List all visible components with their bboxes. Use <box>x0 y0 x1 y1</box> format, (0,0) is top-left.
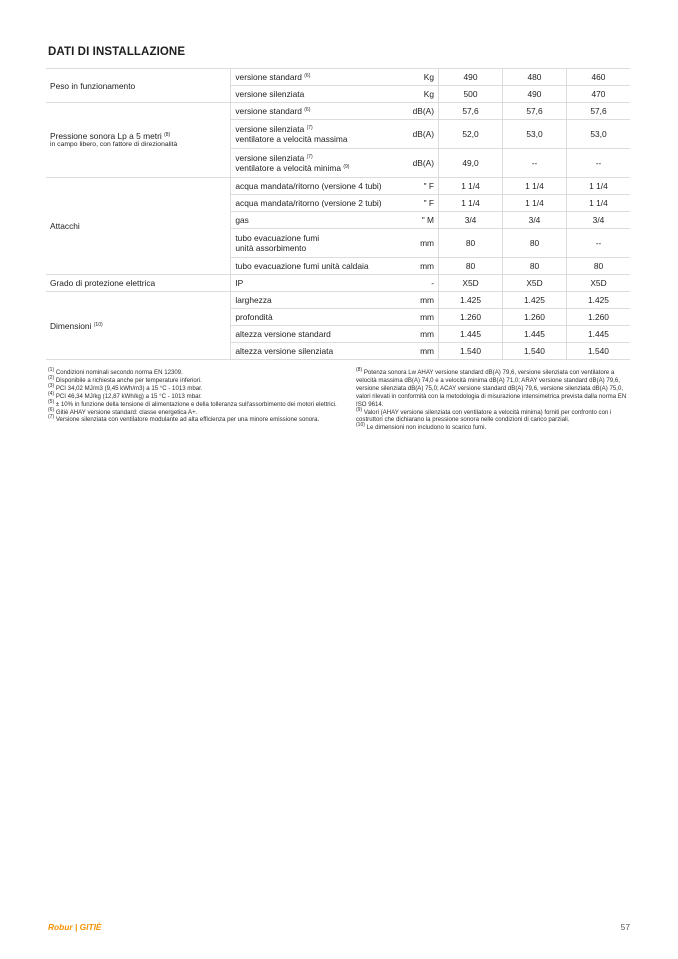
row-unit: mm <box>404 258 438 275</box>
footnote: $^{(7)}$ Versione silenziata con ventilatore modulante ad alta efficienza per una minore emissione sonora. <box>48 414 320 424</box>
footnotes-right <box>356 369 630 432</box>
value-cell: 49,0 <box>439 149 503 178</box>
value-cell: 3/4 <box>566 212 630 229</box>
footnote: $^{(1)}$ Condizioni nominali secondo norma EN 12309. <box>48 367 183 376</box>
row-label: acqua mandata/ritorno (versione 4 tubi) <box>231 178 404 195</box>
row-unit: " F <box>404 195 438 212</box>
footnote: $^{(2)}$ Disponibile a richiesta anche per temperature inferiori. <box>48 374 202 384</box>
table-row <box>46 292 630 309</box>
value-cell: 1.540 <box>503 343 567 360</box>
value-cell: 1.540 <box>566 343 630 360</box>
value-cell: 80 <box>566 258 630 275</box>
value-cell: 1.425 <box>503 292 567 309</box>
group-label-attacchi: Attacchi <box>46 178 231 275</box>
value-cell: 490 <box>503 86 567 103</box>
row-unit: dB(A) <box>404 120 438 149</box>
value-cell: X5D <box>503 275 567 292</box>
value-cell: 57,6 <box>439 103 503 120</box>
group-label-pressione: Pressione sonora Lp a 5 metri $^{(8)}$ in campo libero, con fattore di direzionalità <box>46 103 231 178</box>
footnote: $^{(10)}$ Le dimensioni non includono lo scarico fumi. <box>356 422 487 432</box>
value-cell: 80 <box>439 229 503 258</box>
value-cell: 52,0 <box>439 120 503 149</box>
row-unit: dB(A) <box>404 103 438 120</box>
page-number: 57 <box>620 922 630 932</box>
row-label: altezza versione silenziata <box>231 343 404 360</box>
row-label: altezza versione standard <box>231 326 404 343</box>
value-cell: 1 1/4 <box>566 195 630 212</box>
row-unit: mm <box>404 343 438 360</box>
row-unit: Kg <box>404 86 438 103</box>
row-unit: mm <box>404 309 438 326</box>
value-cell: X5D <box>439 275 503 292</box>
value-cell: 1.445 <box>439 326 503 343</box>
value-cell: 1 1/4 <box>503 178 567 195</box>
row-label: versione standard $^{(6)}$ <box>231 103 404 120</box>
value-cell: 3/4 <box>503 212 567 229</box>
value-cell: 1.425 <box>566 292 630 309</box>
value-cell: -- <box>566 229 630 258</box>
group-label-peso: Peso in funzionamento <box>46 69 231 103</box>
value-cell: 470 <box>566 86 630 103</box>
table-row <box>46 178 630 195</box>
section-title: DATI DI INSTALLAZIONE <box>48 46 186 58</box>
row-label: gas <box>231 212 404 229</box>
value-cell: 1.445 <box>503 326 567 343</box>
value-cell: 1.425 <box>439 292 503 309</box>
value-cell: 490 <box>439 69 503 86</box>
value-cell: 53,0 <box>503 120 567 149</box>
group-label-grado: Grado di protezione elettrica <box>46 275 231 292</box>
value-cell: 3/4 <box>439 212 503 229</box>
value-cell: 80 <box>439 258 503 275</box>
row-unit: mm <box>404 326 438 343</box>
row-label: versione silenziata $^{(7)}$ ventilatore a velocità minima $^{(9)}$ <box>231 149 404 178</box>
value-cell: X5D <box>566 275 630 292</box>
value-cell: 1.540 <box>439 343 503 360</box>
row-label: versione silenziata $^{(7)}$ ventilatore a velocità massima <box>231 120 404 149</box>
footnotes-left <box>48 369 344 424</box>
row-unit: mm <box>404 292 438 309</box>
footnote: $^{(4)}$ PCI 46,34 MJ/kg (12,87 kWh/kg) a 15 °C - 1013 mbar. <box>48 390 202 400</box>
value-cell: 1 1/4 <box>566 178 630 195</box>
value-cell: 57,6 <box>503 103 567 120</box>
value-cell: 53,0 <box>566 120 630 149</box>
value-cell: -- <box>503 149 567 178</box>
value-cell: 460 <box>566 69 630 86</box>
row-label: versione silenziata <box>231 86 404 103</box>
value-cell: 80 <box>503 258 567 275</box>
footnote: $^{(8)}$ Potenza sonora Lw AHAY versione standard dB(A) 79,6, versione silenziata con ventilatore a velocità massima dB(A) 74,0 e a velocità minima dB(A) 71,0; ARAY versione standard dB(A) 79,6, versione silenziata dB(A) 75,0; ACAY versione standard dB(A) 79,6, versione silenziata dB(A) 75,0, valori rilevati in conformità con la metodologia di misurazione intensimetrica prevista dalla norma EN ISO 9614. <box>356 367 627 408</box>
value-cell: 1.445 <box>566 326 630 343</box>
row-label: tubo evacuazione fumi unità assorbimento <box>231 229 404 258</box>
table-row <box>46 69 630 86</box>
row-label: profondità <box>231 309 404 326</box>
row-unit: - <box>404 275 438 292</box>
group-label-dimensioni: Dimensioni $^{(10)}$ <box>46 292 231 360</box>
row-label: larghezza <box>231 292 404 309</box>
value-cell: 500 <box>439 86 503 103</box>
value-cell: 480 <box>503 69 567 86</box>
value-cell: 80 <box>503 229 567 258</box>
table-row <box>46 103 630 120</box>
table-row <box>46 275 630 292</box>
value-cell: 1.260 <box>566 309 630 326</box>
footnote: $^{(6)}$ Gitiè AHAY versione standard: classe energetica A+. <box>48 406 198 416</box>
installation-data-table <box>46 68 630 360</box>
footnote: $^{(3)}$ PCI 34,02 MJ/m3 (9,45 kWh/m3) a 15 °C - 1013 mbar. <box>48 382 203 392</box>
row-unit: " F <box>404 178 438 195</box>
value-cell: 1 1/4 <box>439 195 503 212</box>
row-unit: dB(A) <box>404 149 438 178</box>
footnote: $^{(9)}$ Valori (AHAY versione silenziata con ventilatore a velocità minima) forniti per confronto con i costruttori che dichiarano la pressione sonora nelle condizioni di carico parziali. <box>356 406 612 424</box>
row-label: IP <box>231 275 404 292</box>
row-label: acqua mandata/ritorno (versione 2 tubi) <box>231 195 404 212</box>
row-label: tubo evacuazione fumi unità caldaia <box>231 258 404 275</box>
value-cell: -- <box>566 149 630 178</box>
footnote: $^{(5)}$ ± 10% in funzione della tensione di alimentazione e della tolleranza sull'assorbimento dei motori elettrici. <box>48 398 337 408</box>
value-cell: 1.260 <box>439 309 503 326</box>
row-unit: mm <box>404 229 438 258</box>
value-cell: 57,6 <box>566 103 630 120</box>
value-cell: 1.260 <box>503 309 567 326</box>
value-cell: 1 1/4 <box>439 178 503 195</box>
row-unit: Kg <box>404 69 438 86</box>
value-cell: 1 1/4 <box>503 195 567 212</box>
row-unit: " M <box>404 212 438 229</box>
row-label: versione standard $^{(6)}$ <box>231 69 404 86</box>
footer-brand: Robur | GITIÈ <box>48 922 102 932</box>
